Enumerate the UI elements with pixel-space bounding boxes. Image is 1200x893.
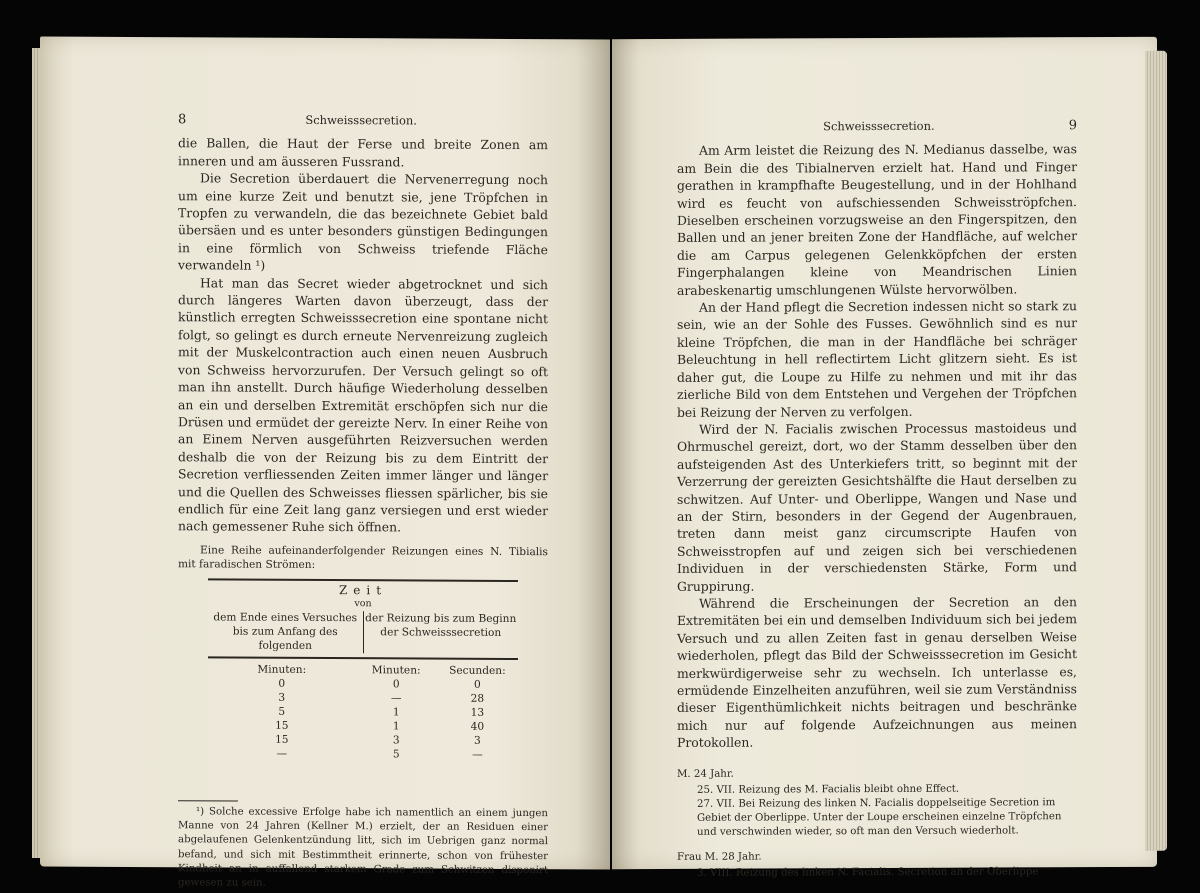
table-cell: 13	[470, 706, 485, 719]
table-cell: 28	[470, 692, 485, 705]
table-cell: 1	[392, 706, 400, 719]
table-cell: 1	[392, 720, 400, 733]
left-page-content	[178, 111, 548, 892]
open-book	[40, 38, 1165, 889]
table-cell: 5	[392, 748, 400, 761]
footnote-rule	[178, 800, 238, 801]
left-running-head	[178, 111, 548, 130]
reizung-table	[178, 578, 548, 762]
left-page	[40, 37, 610, 889]
table-col2-header: der Reizung bis zum Beginn der Schweisssecretion	[363, 611, 519, 654]
right-page-number: 9	[1068, 118, 1077, 134]
table-cell: —	[472, 748, 483, 761]
protocol-records	[677, 766, 1077, 881]
table-cell: 0	[392, 678, 400, 691]
table-cell: Minuten:	[257, 663, 307, 676]
table-col1-header: dem Ende eines Versuches bis zum Anfang des folgenden	[213, 611, 358, 652]
table-caption: Eine Reihe aufeinanderfolgender Reizungen eines N. Tibialis mit faradischen Strömen:	[178, 544, 548, 572]
table-cell: —	[276, 747, 288, 760]
footnote: ¹) Solche excessive Erfolge habe ich namentlich an einem jungen Manne von 24 Jahren (Kellner M.) erzielt, der an Residuen einer abgelaufenen Gelenkentzündung litt, sich im Uebrigen ganz normal befand, und sich mit Bestimmtheit erinnerte, schon von frühester Kindheit an in auffallend starkem Grade zum Schwitzen disponirt gewesen zu sein.	[178, 806, 548, 889]
table-cell: 3	[392, 734, 400, 747]
right-paragraph-2: An der Hand pflegt die Secretion indessen nicht so stark zu sein, wie an der Sohle des Fusses. Gewöhnlich sind es nur kleine Tröpfchen, die man in der Handfläche bei schräger Beleuchtung in hell reflectirtem Licht glitzern sieht. Es ist daher gut, die Loupe zu Hilfe zu nehmen und mit ihr das zierliche Bild von dem Entstehen und Vergehen der Tröpfchen bei Reizung der Nerven zu verfolgen.	[677, 298, 1077, 420]
table-cell: 15	[275, 733, 289, 746]
table-cell: 40	[470, 720, 485, 733]
case-2-heading: Frau M. 28 Jahr.	[677, 851, 762, 863]
right-paragraph-4: Während die Erscheinungen der Secretion an den Extremitäten bei ein und demselben Individuum sich bei jedem Versuch und zu allen Zeiten fast in genau derselben Weise wiederholen, pflegt das Bild der Schweisssecretion im Gesicht merkwürdigerweise sehr zu wechseln. Ich unterlasse es, ermüdende Einzelheiten anzuführen, weil sie zum Verständniss dieser Eigenthümlichkeit nichts beitragen und beschränke mich nur auf folgende Aufzeichnungen aus meinen Protokollen.	[677, 594, 1077, 751]
right-paragraph-3: Wird der N. Facialis zwischen Processus mastoideus und Ohrmuschel gereizt, dort, wo der Stamm desselben über den aufsteigenden Ast des Unterkiefers tritt, so beginnt mit der Verzerrung der gereizten Gesichtshälfte die Haut derselben zu schwitzen. Auf Unter- und Oberlippe, Wangen und Nase und an der Stirn, besonders in der Gegend der Augenbrauen, treten dann meist ganz circumscripte Haufen von Schweisstropfen auf und zeigen sich bei verschiedenen Individuen in der verschiedensten Stärke, Form und Gruppirung.	[677, 420, 1077, 594]
left-page-number: 8	[178, 112, 187, 128]
table-cell: Secunden:	[449, 664, 506, 677]
table-cell: 3	[474, 734, 481, 747]
table-cell: Minuten:	[371, 664, 421, 677]
right-paragraph-1: Am Arm leistet die Reizung des N. Medianus dasselbe, was am Bein die des Tibialnerven erzielt hat. Hand und Finger gerathen in krampfhafte Beugestellung, und in der Hohlhand wird es feucht von aufschiessenden Schweisströpfchen. Dieselben erscheinen vorzugsweise an den Fingerspitzen, den Ballen und an jener breiten Zone der Handfläche, auf welcher die am Carpus gelegenen Gelenkköpfchen der ersten Fingerphalangen kleine von Meandrischen Linien arabeskenartig umschlungenen Wülste hervorwölben.	[677, 141, 1077, 298]
right-page-content	[677, 117, 1077, 881]
case-1-entry: 25. VII. Reizung des M. Facialis bleibt ohne Effect.	[697, 783, 960, 796]
left-running-title: Schweisssecretion.	[305, 112, 417, 128]
table-header-rule	[208, 656, 518, 660]
table-cell: 5	[278, 705, 286, 718]
case-1-heading: M. 24 Jahr.	[677, 768, 734, 780]
case-1-entry: 27. VII. Bei Reizung des linken N. Facialis doppelseitige Secretion im Gebiet der Oberlippe. Unter der Loupe erscheinen einzelne Tröpfchen und verschwinden wieder, so oft man den Versuch wiederholt.	[697, 797, 1062, 839]
case-2-entry: 3. VIII. Reizung des linken N. Facialis. Secretion an der Oberlippe	[697, 866, 1039, 879]
table-cell: 3	[278, 691, 286, 704]
table-top-rule	[208, 578, 518, 582]
table-cell: —	[390, 692, 402, 705]
left-paragraph-3: Hat man das Secret wieder abgetrocknet und sich durch längeres Warten davon überzeugt, dass der künstlich erregten Schweisssecretion eine spontane nicht folgt, so gelingt es durch erneute Nervenreizung zugleich mit der Muskelcontraction auch einen neuen Ausbruch von Schweiss hervorzurufen. Der Versuch gelingt so oft man ihn anstellt. Durch häufige Wiederholung desselben an ein und derselben Extremität erschöpfen sich nur die Drüsen und ermüdet der gereizte Nerv. In einer Reihe von an Einem Nerven ausgeführten Reizversuchen werden deshalb die von der Reizung bis zu dem Eintritt der Secretion verfliessenden Zeiten immer länger und länger und die Quellen des Schweisses fliessen spärlicher, bis sie endlich für eine Zeit lang ganz versiegen und erst wieder nach gemessener Ruhe sich öffnen.	[178, 275, 548, 535]
table-row	[208, 746, 518, 762]
table-cell: 0	[278, 677, 286, 690]
left-paragraph-2: Die Secretion überdauert die Nervenerregung noch um eine kurze Zeit und benutzt sie, jene Tröpfchen in Tropfen zu verwandeln, die das bezeichnete Gebiet bald übersäen und es unter besonders günstigen Bedingungen in eine förmlich von Schweiss triefende Fläche verwandeln ¹)	[178, 170, 548, 273]
page-edges-right	[1145, 51, 1167, 851]
right-running-title: Schweisssecretion.	[823, 118, 935, 134]
right-page	[612, 37, 1157, 879]
table-cell: 15	[275, 719, 289, 732]
table-title: Zeit	[338, 583, 388, 598]
table-subtitle: von	[354, 598, 372, 610]
table-header	[208, 610, 518, 654]
left-paragraph-1: die Ballen, die Haut der Ferse und breite Zonen am inneren und am äusseren Fussrand.	[178, 135, 548, 170]
table-body	[208, 662, 518, 762]
table-cell: 0	[474, 678, 481, 691]
right-running-head	[677, 117, 1077, 136]
